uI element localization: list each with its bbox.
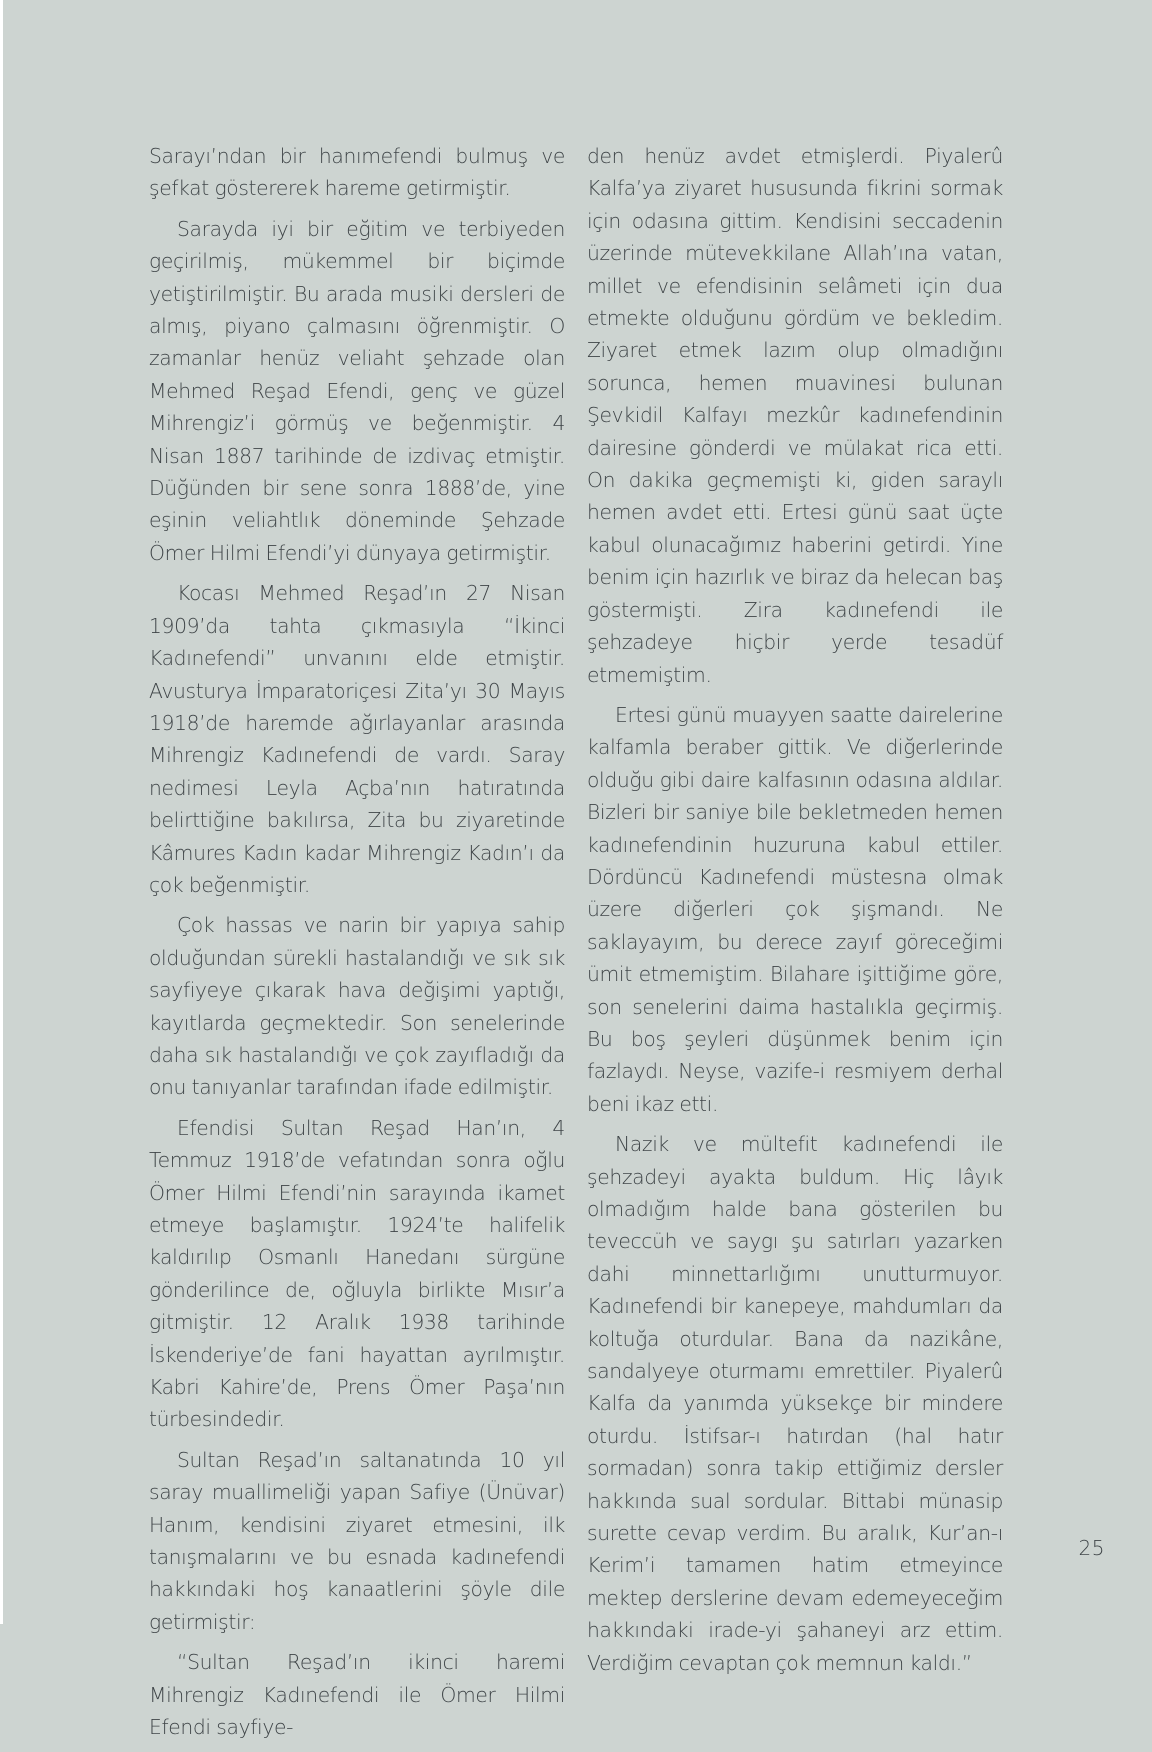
paragraph-education: Sarayda iyi bir eğitim ve terbiyeden geçirilmiş, mükemmel bir biçimde yetiştirilmiştir. Bu arada musiki dersleri de almış, piyano çalmasını öğrenmiştir. O zamanlar henüz veliaht şehzade olan Mehmed Reşad Efendi, genç ve güzel Mihrengiz’i görmüş ve beğenmiştir. 4 Nisan 1887 tarihinde de izdivaç etmiştir. Düğünden bir sene sonra 1888’de, yine eşinin veliahtlık döneminde Şehzade Ömer Hilmi Efendi’yi dünyaya getirmiştir.	[149, 216, 565, 565]
paragraph-health: Çok hassas ve narin bir yapıya sahip olduğundan sürekli hastalandığı ve sık sık sayfiyeye çıkarak hava değişimi yaptığı, kayıtlarda geçmektedir. Son senelerinde daha sık hastalandığı ve çok zayıfladığı da onu tanıyanlar tarafından ifade edilmiştir.	[149, 913, 565, 1100]
left-text-column	[149, 140, 565, 1752]
paragraph-continuation: Sarayı’ndan bir hanımefendi bulmuş ve şefkat göstererek hareme getirmiştir.	[149, 144, 565, 201]
page-number: 25	[1078, 1536, 1105, 1560]
paragraph-audience: Nazik ve mültefit kadınefendi ile şehzadeyi ayakta buldum. Hiç lâyık olmadığım halde bana gösterilen bu teveccüh ve saygı şu satırları yazarken dahi minnettarlığımı unutturmuyor. Kadınefendi bir kanepeye, mahdumları da koltuğa oturdular. Bana da nazikâne, sandalyeye oturmamı emrettiler. Piyalerû Kalfa da yanımda yüksekçe bir mindere oturdu. İstifsar-ı hatırdan (hal hatır sormadan) sonra takip ettiğimiz dersler hakkında sual sordular. Bittabi münasip surette cevap verdim. Bu aralık, Kur’an-ı Kerim’i tamamen hatim etmeyince mektep derslerine devam edemeyeceğim hakkındaki irade-yi şahaneyi arz ettim. Verdiğim cevaptan çok memnun kaldı.”	[587, 1132, 1003, 1675]
paragraph-safiye-intro: Sultan Reşad’ın saltanatında 10 yıl saray muallimeliği yapan Safiye (Ünüvar) Hanım, kendisini ziyaret etmesini, ilk tanışmalarını ve bu esnada kadınefendi hakkındaki hoş kanaatlerini şöyle dile getirmiştir:	[149, 1447, 565, 1634]
paragraph-visit: Ertesi günü muayyen saatte dairelerine kalfamla beraber gittik. Ve diğerlerinde olduğu gibi daire kalfasının odasına aldılar. Bizleri bir saniye bile bekletmeden hemen kadınefendinin huzuruna kabul ettiler. Dördüncü Kadınefendi müstesna olmak üzere diğerleri çok şişmandı. Ne saklayayım, bu derece zayıf göreceğimi ümit etmemiştim. Bilahare işittiğime göre, son senelerini daima hastalıkla geçirmiş. Bu boş şeyleri düşünmek benim için fazlaydı. Neyse, vazife-i resmiyem derhal beni ikaz etti.	[587, 702, 1003, 1116]
book-page	[3, 0, 1152, 1740]
paragraph-quote-continuation: den henüz avdet etmişlerdi. Piyalerû Kalfa’ya ziyaret hususunda fikrini sormak için odasına gittim. Kendisini seccadenin üzerinde mütevekkilane Allah’ına vatan, millet ve efendisinin selâmeti için dua etmekte olduğunu gördüm ve bekledim. Ziyaret etmek lazım olup olmadığını sorunca, hemen muavinesi bulunan Şevkidil Kalfayı mezkûr kadınefendinin dairesine gönderdi ve mülakat rica etti. On dakika geçmemişti ki, giden saraylı hemen avdet etti. Ertesi günü saat üçte kabul olunacağımız haberini getirdi. Yine benim için hazırlık ve biraz da helecan baş göstermişti. Zira kadınefendi ile şehzadeye hiçbir yerde tesadüf etmemiştim.	[587, 144, 1003, 687]
paragraph-second-kadinefendi: Kocası Mehmed Reşad’ın 27 Nisan 1909’da tahta çıkmasıyla “İkinci Kadınefendi” unvanını elde etmiştir. Avusturya İmparatoriçesi Zita’yı 30 Mayıs 1918’de haremde ağırlayanlar arasında Mihrengiz Kadınefendi de vardı. Saray nedimesi Leyla Açba’nın hatıratında belirttiğine bakılırsa, Zita bu ziyaretinde Kâmures Kadın kadar Mihrengiz Kadın’ı da çok beğenmiştir.	[149, 581, 565, 897]
paragraph-exile: Efendisi Sultan Reşad Han’ın, 4 Temmuz 1918’de vefatından sonra oğlu Ömer Hilmi Efendi’nin sarayında ikamet etmeye başlamıştır. 1924’te halifelik kaldırılıp Osmanlı Hanedanı sürgüne gönderilince de, oğluyla birlikte Mısır’a gitmiştir. 12 Aralık 1938 tarihinde İskenderiye’de fani hayattan ayrılmıştır. Kabri Kahire’de, Prens Ömer Paşa’nın türbesindedir.	[149, 1115, 565, 1432]
paragraph-quote-start: “Sultan Reşad’ın ikinci haremi Mihrengiz Kadınefendi ile Ömer Hilmi Efendi sayfiye-	[149, 1650, 565, 1740]
right-text-column	[587, 140, 1003, 1687]
